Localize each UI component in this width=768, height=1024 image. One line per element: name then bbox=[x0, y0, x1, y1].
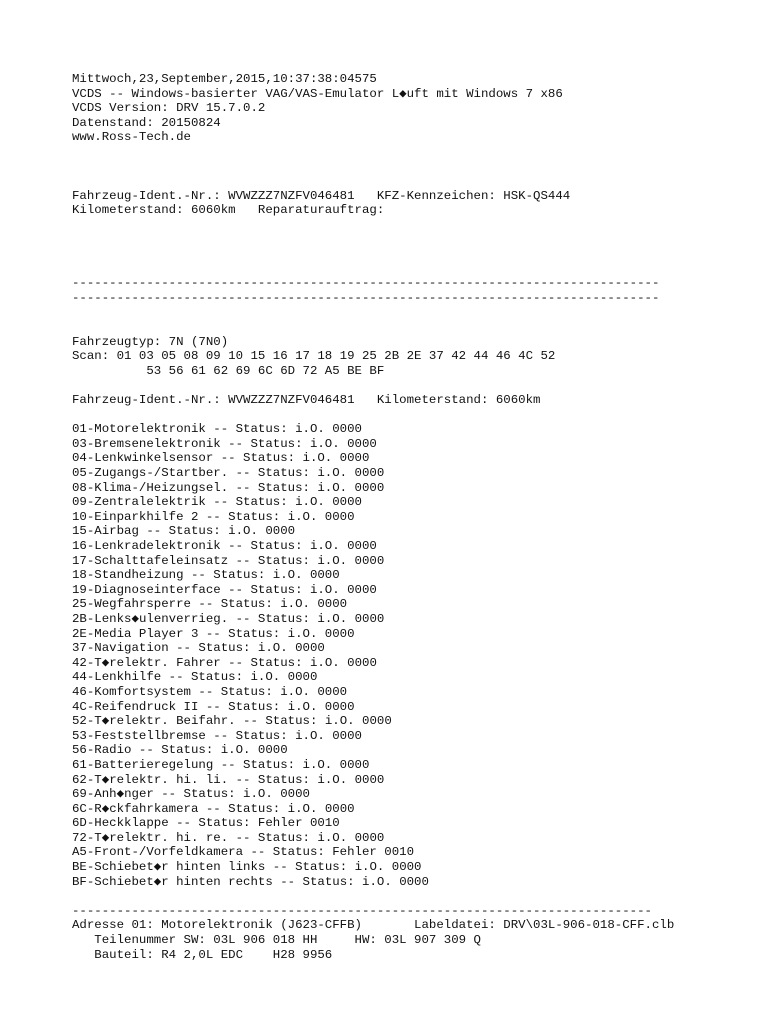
separator-line: ------------------------------------------------------------------------------- bbox=[72, 276, 660, 291]
module-status-row: 17-Schalttafeleinsatz -- Status: i.O. 0000 bbox=[72, 553, 385, 568]
module-status-list bbox=[72, 422, 752, 889]
module-status-row: A5-Front-/Vorfeldkamera -- Status: Fehler 0010 bbox=[72, 845, 415, 860]
spacer bbox=[72, 408, 752, 423]
vehicle-ident-line: Fahrzeug-Ident.-Nr.: WVWZZZ7NZFV046481 Kilometerstand: 6060km bbox=[72, 393, 541, 408]
report-datetime: Mittwoch,23,September,2015,10:37:38:04575 bbox=[72, 72, 377, 86]
scan-list-line: 53 56 61 62 69 6C 6D 72 A5 BE BF bbox=[72, 363, 385, 378]
vehicle-vin-line: Fahrzeug-Ident.-Nr.: WVWZZZ7NZFV046481 KFZ-Kennzeichen: HSK-QS444 bbox=[72, 188, 571, 203]
module-status-row: 2B-Lenks◆ulenverrieg. -- Status: i.O. 0000 bbox=[72, 611, 385, 626]
spacer bbox=[72, 160, 752, 175]
module-status-row: 44-Lenkhilfe -- Status: i.O. 0000 bbox=[72, 670, 318, 685]
program-name: VCDS -- Windows-basierter VAG/VAS-Emulator L◆uft mit Windows 7 x86 bbox=[72, 86, 563, 101]
module-status-row: 05-Zugangs-/Startber. -- Status: i.O. 0000 bbox=[72, 466, 385, 481]
website: www.Ross-Tech.de bbox=[72, 130, 191, 145]
module-status-row: 19-Diagnoseinterface -- Status: i.O. 0000 bbox=[72, 582, 377, 597]
module-status-row: 03-Bremsenelektronik -- Status: i.O. 0000 bbox=[72, 436, 377, 451]
data-version: Datenstand: 20150824 bbox=[72, 115, 221, 130]
module-status-row: 08-Klima-/Heizungsel. -- Status: i.O. 0000 bbox=[72, 480, 385, 495]
module-status-row: 2E-Media Player 3 -- Status: i.O. 0000 bbox=[72, 626, 355, 641]
scan-list-line: Scan: 01 03 05 08 09 10 15 16 17 18 19 25 2B 2E 37 42 44 46 4C 52 bbox=[72, 349, 556, 364]
module-status-row: 46-Komfortsystem -- Status: i.O. 0000 bbox=[72, 684, 348, 699]
module-status-row: 52-T◆relektr. Beifahr. -- Status: i.O. 0000 bbox=[72, 714, 392, 729]
module-status-row: 25-Wegfahrsperre -- Status: i.O. 0000 bbox=[72, 597, 348, 612]
module-status-row: 37-Navigation -- Status: i.O. 0000 bbox=[72, 641, 325, 656]
spacer bbox=[72, 378, 752, 393]
module-status-row: 16-Lenkradelektronik -- Status: i.O. 0000 bbox=[72, 539, 377, 553]
module-status-row: 69-Anh◆nger -- Status: i.O. 0000 bbox=[72, 787, 310, 802]
spacer bbox=[72, 306, 752, 321]
spacer bbox=[72, 174, 752, 189]
spacer bbox=[72, 218, 752, 233]
module-status-row: 72-T◆relektr. hi. re. -- Status: i.O. 0000 bbox=[72, 830, 385, 845]
component-line: Bauteil: R4 2,0L EDC H28 9956 bbox=[72, 947, 333, 962]
module-status-row: BF-Schiebet◆r hinten rechts -- Status: i.O. 0000 bbox=[72, 874, 429, 889]
vehicle-type: Fahrzeugtyp: 7N (7N0) bbox=[72, 334, 229, 349]
module-status-row: 15-Airbag -- Status: i.O. 0000 bbox=[72, 524, 296, 539]
module-status-row: 53-Feststellbremse -- Status: i.O. 0000 bbox=[72, 728, 362, 743]
separator-line: ------------------------------------------------------------------------------ bbox=[72, 903, 652, 918]
module-status-row: 09-Zentralelektrik -- Status: i.O. 0000 bbox=[72, 495, 362, 510]
vcds-report bbox=[72, 72, 752, 962]
module-status-row: 6C-R◆ckfahrkamera -- Status: i.O. 0000 bbox=[72, 801, 355, 816]
module-status-row: 61-Batterieregelung -- Status: i.O. 0000 bbox=[72, 757, 370, 772]
module-status-row: 10-Einparkhilfe 2 -- Status: i.O. 0000 bbox=[72, 509, 355, 524]
module-status-row: BE-Schiebet◆r hinten links -- Status: i.O. 0000 bbox=[72, 860, 422, 875]
module-status-row: 18-Standheizung -- Status: i.O. 0000 bbox=[72, 568, 340, 583]
vehicle-km-line: Kilometerstand: 6060km Reparaturauftrag: bbox=[72, 203, 385, 218]
module-status-row: 01-Motorelektronik -- Status: i.O. 0000 bbox=[72, 422, 362, 437]
part-number-line: Teilenummer SW: 03L 906 018 HH HW: 03L 907 309 Q bbox=[72, 933, 481, 948]
module-status-row: 56-Radio -- Status: i.O. 0000 bbox=[72, 743, 288, 758]
separator-line: ------------------------------------------------------------------------------- bbox=[72, 290, 660, 305]
spacer bbox=[72, 889, 752, 904]
address-header: Adresse 01: Motorelektronik (J623-CFFB) Labeldatei: DRV\03L-906-018-CFF.clb bbox=[72, 918, 675, 933]
module-status-row: 42-T◆relektr. Fahrer -- Status: i.O. 0000 bbox=[72, 655, 377, 670]
spacer bbox=[72, 320, 752, 335]
spacer bbox=[72, 262, 752, 277]
module-status-row: 6D-Heckklappe -- Status: Fehler 0010 bbox=[72, 816, 340, 831]
module-status-row: 4C-Reifendruck II -- Status: i.O. 0000 bbox=[72, 699, 355, 714]
module-status-row: 62-T◆relektr. hi. li. -- Status: i.O. 0000 bbox=[72, 772, 385, 787]
spacer bbox=[72, 145, 752, 160]
module-status-row: 04-Lenkwinkelsensor -- Status: i.O. 0000 bbox=[72, 451, 370, 466]
program-version: VCDS Version: DRV 15.7.0.2 bbox=[72, 101, 266, 116]
spacer bbox=[72, 233, 752, 248]
spacer bbox=[72, 247, 752, 262]
